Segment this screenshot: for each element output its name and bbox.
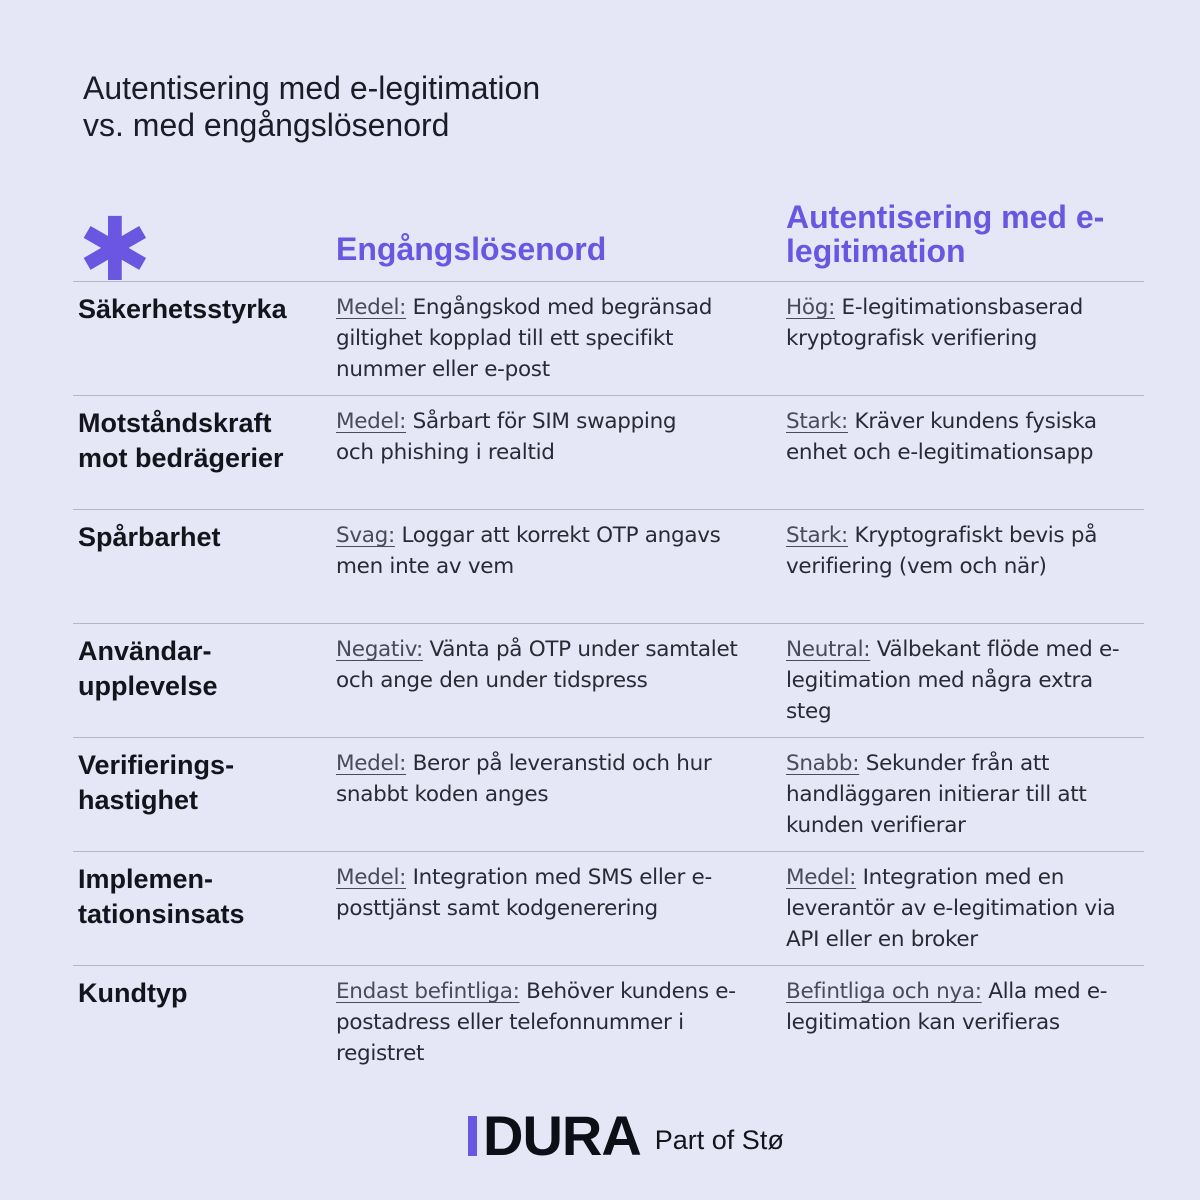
cell-text: Kräver kundens fysiska enhet och e-legitimationsapp <box>786 409 1097 465</box>
logo-bar-icon <box>468 1116 477 1156</box>
row-label: Implemen-tationsinsats <box>78 864 245 929</box>
level-label: Snabb: <box>786 751 860 776</box>
eid-cell <box>786 976 1116 1038</box>
eid-cell <box>786 292 1136 354</box>
row-label: Verifierings-hastighet <box>78 750 235 815</box>
row-label: Kundtyp <box>78 978 188 1008</box>
level-label: Stark: <box>786 409 848 434</box>
level-label: Neutral: <box>786 637 871 662</box>
idura-logo <box>468 1104 641 1167</box>
cell-text: Kryptografiskt bevis på verifiering (vem och när) <box>786 523 1098 579</box>
table-row <box>73 623 1144 737</box>
cell-text: Alla med e-legitimation kan verifieras <box>786 979 1108 1035</box>
otp-cell <box>336 976 746 1069</box>
cell-text: Loggar att korrekt OTP angavs men inte av vem <box>336 523 721 579</box>
comparison-table <box>73 281 1144 1079</box>
table-row <box>73 851 1144 965</box>
cell-text: E-legitimationsbaserad kryptografisk verifiering <box>786 295 1083 351</box>
row-label: Motståndskraft mot bedrägerier <box>78 408 284 473</box>
row-label: Spårbarhet <box>78 522 221 552</box>
otp-cell <box>336 520 756 582</box>
asterisk-icon: ✱ <box>78 198 152 301</box>
column-header-eid: Autentisering med e-legitimation <box>786 199 1105 269</box>
table-row <box>73 965 1144 1079</box>
level-label: Medel: <box>336 751 407 776</box>
page-title <box>83 70 540 144</box>
row-label: Användar-upplevelse <box>78 636 218 701</box>
table-row <box>73 281 1144 395</box>
cell-text: Integration med en leverantör av e-legitimation via API eller en broker <box>786 865 1116 952</box>
cell-text: Behöver kundens e-postadress eller telefonnummer i registret <box>336 979 736 1066</box>
level-label: Medel: <box>336 409 407 434</box>
otp-cell <box>336 406 716 468</box>
table-row <box>73 737 1144 851</box>
cell-text: Beror på leveranstid och hur snabbt koden anges <box>336 751 712 807</box>
eid-cell <box>786 634 1141 727</box>
level-label: Endast befintliga: <box>336 979 520 1004</box>
eid-cell <box>786 862 1136 955</box>
level-label: Medel: <box>786 865 857 890</box>
page-title-line-1: Autentisering med e-legitimation <box>83 70 541 106</box>
table-row <box>73 509 1144 623</box>
footer-branding <box>468 1104 784 1167</box>
level-label: Hög: <box>786 295 836 320</box>
cell-text: Engångskod med begränsad giltighet kopplad till ett specifikt nummer eller e-post <box>336 295 713 382</box>
logo-wordmark: DURA <box>483 1104 641 1167</box>
level-label: Medel: <box>336 865 407 890</box>
cell-text: Välbekant flöde med e-legitimation med några extra steg <box>786 637 1120 724</box>
level-label: Stark: <box>786 523 848 548</box>
eid-cell <box>786 520 1131 582</box>
otp-cell <box>336 634 776 696</box>
otp-cell <box>336 292 766 385</box>
eid-cell <box>786 406 1116 468</box>
level-label: Svag: <box>336 523 395 548</box>
cell-text: Integration med SMS eller e-posttjänst samt kodgenerering <box>336 865 712 921</box>
row-label: Säkerhetsstyrka <box>78 294 287 324</box>
column-header-otp: Engångslösenord <box>336 231 607 267</box>
cell-text: Vänta på OTP under samtalet och ange den under tidspress <box>336 637 738 693</box>
cell-text: Sårbart för SIM swapping och phishing i realtid <box>336 409 677 465</box>
level-label: Medel: <box>336 295 407 320</box>
level-label: Befintliga och nya: <box>786 979 982 1004</box>
page-title-line-2: vs. med engångslösenord <box>83 107 450 143</box>
part-of-label: Part of Stø <box>654 1125 784 1155</box>
otp-cell <box>336 862 726 924</box>
table-row <box>73 395 1144 509</box>
otp-cell <box>336 748 736 810</box>
cell-text: Sekunder från att handläggaren initierar till att kunden verifierar <box>786 751 1087 838</box>
eid-cell <box>786 748 1116 841</box>
level-label: Negativ: <box>336 637 423 662</box>
